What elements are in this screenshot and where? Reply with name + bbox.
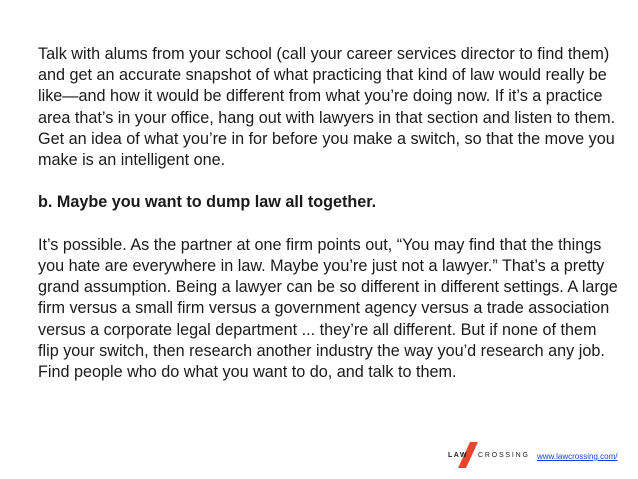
paragraph-possible: It’s possible. As the partner at one firm points out, “You may find that the things you hate are everywhere in law. Maybe you’re just not a lawyer.” That’s a pretty grand assumption. Being a lawyer can be so different in different settings. A large firm versus a small firm versus a government agency versus a trade association versus a corporate legal department ... they’re all different. But if none of them flip your switch, then research another industry the way you’d research any job. Find people who do what you want to do, and talk to them. — [38, 235, 618, 382]
logo-word-crossing: CROSSING — [478, 452, 530, 459]
slide-body — [38, 44, 618, 383]
paragraph-alums: Talk with alums from your school (call your career services director to find them) and get an accurate snapshot of what practicing that kind of law would really be like—and how it would be different from what you’re doing now. If it’s a practice area that’s in your office, hang out with lawyers in that section and listen to them. Get an idea of what you’re in for before you make a switch, so that the move you make is an intelligent one. — [38, 45, 616, 170]
paragraph-spacer — [38, 214, 618, 235]
lawcrossing-logo — [448, 440, 538, 470]
website-link[interactable]: www.lawcrossing.com/ — [537, 452, 618, 461]
paragraph-spacer — [38, 171, 618, 192]
logo-word-law: LAW — [448, 452, 469, 459]
section-heading-b: b. Maybe you want to dump law all together. — [38, 193, 377, 212]
